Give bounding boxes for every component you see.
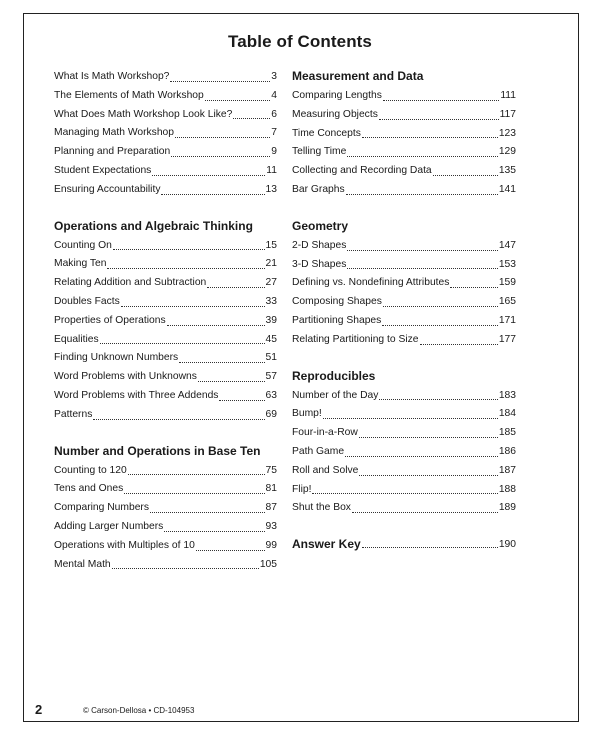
toc-entry-label: Equalities: [54, 333, 99, 345]
toc-entry-label: Relating Partitioning to Size: [292, 333, 419, 345]
leader-dots: [362, 547, 498, 548]
leader-dots: [219, 400, 264, 401]
leader-dots: [170, 81, 270, 82]
toc-entry-word-problems-with-unknowns[interactable]: [54, 368, 277, 387]
toc-entry-page: 159: [498, 277, 516, 289]
toc-entry-label: Time Concepts: [292, 127, 361, 139]
toc-entry-label: Number of the Day: [292, 389, 379, 401]
toc-entry-label: Flip!: [292, 483, 312, 495]
toc-entry-page: 153: [498, 258, 516, 270]
leader-dots: [345, 456, 498, 457]
toc-entry-page: 189: [498, 502, 516, 514]
toc-entry-page: 21: [265, 258, 277, 270]
toc-entry-page: 123: [498, 127, 516, 139]
toc-section: [54, 218, 277, 425]
toc-entry-what-does-math-workshop-look-like[interactable]: [54, 106, 277, 125]
leader-dots: [121, 306, 265, 307]
section-heading: Measurement and Data: [292, 69, 424, 83]
leader-dots: [124, 493, 264, 494]
toc-entry-word-problems-with-three-addends[interactable]: [54, 387, 277, 406]
toc-entry-telling-time[interactable]: [292, 143, 516, 162]
toc-entry-page: 11: [266, 164, 277, 176]
toc-entry-label: Operations with Multiples of 10: [54, 539, 195, 551]
toc-entry-measuring-objects[interactable]: [292, 106, 516, 125]
toc-entry-page: 147: [498, 239, 516, 251]
leader-dots: [164, 531, 264, 532]
toc-entry-relating-addition-and-subtraction[interactable]: [54, 274, 277, 293]
toc-entry-label: Finding Unknown Numbers: [54, 352, 179, 364]
leader-dots: [107, 268, 264, 269]
toc-entry-planning-and-preparation[interactable]: [54, 143, 277, 162]
toc-entry-counting-to-120[interactable]: [54, 462, 277, 481]
toc-entry-label: Partitioning Shapes: [292, 314, 382, 326]
leader-dots: [175, 137, 270, 138]
toc-entry-label: Collecting and Recording Data: [292, 165, 432, 177]
leader-dots: [347, 156, 497, 157]
toc-entry-label: Bump!: [292, 408, 322, 420]
toc-entry-defining-vs-nondefining-attributes[interactable]: [292, 274, 516, 293]
leader-dots: [347, 268, 497, 269]
toc-entry-page: 27: [265, 277, 277, 289]
leader-dots: [352, 512, 498, 513]
toc-entry-label: Roll and Solve: [292, 464, 359, 476]
left-column: [54, 68, 277, 592]
leader-dots: [150, 512, 265, 513]
leader-dots: [359, 475, 497, 476]
toc-entry-page: 184: [498, 408, 516, 420]
toc-entry-page: 185: [498, 427, 516, 439]
toc-section: [292, 218, 516, 350]
leader-dots: [152, 175, 265, 176]
toc-entry-composing-shapes[interactable]: [292, 293, 516, 312]
leader-dots: [433, 175, 498, 176]
toc-entry-page: 15: [265, 239, 277, 251]
toc-entry-label: Bar Graphs: [292, 183, 345, 195]
toc-entry-label: Doubles Facts: [54, 295, 120, 307]
leader-dots: [362, 137, 498, 138]
toc-entry-equalities[interactable]: [54, 331, 277, 350]
toc-entry-comparing-lengths[interactable]: [292, 87, 516, 106]
toc-entry-label: Mental Math: [54, 558, 111, 570]
toc-entry-page: 39: [265, 314, 277, 326]
answer-key-entry[interactable]: [292, 536, 516, 553]
right-column: [292, 68, 516, 555]
toc-entry-label: Planning and Preparation: [54, 146, 171, 158]
toc-entry-page: 9: [271, 146, 277, 158]
leader-dots: [207, 287, 264, 288]
toc-entry-page: 57: [265, 371, 277, 383]
toc-entry-label: Managing Math Workshop: [54, 127, 175, 139]
toc-entry-bar-graphs[interactable]: [292, 181, 516, 200]
toc-section: [54, 443, 277, 575]
leader-dots: [171, 156, 270, 157]
leader-dots: [113, 249, 265, 250]
toc-entry-page: 7: [271, 127, 277, 139]
toc-entry-page: 33: [265, 295, 277, 307]
toc-entry-relating-partitioning-to-size[interactable]: [292, 331, 516, 350]
footer-copyright: © Carson-Dellosa • CD-104953: [83, 706, 195, 715]
toc-entry-mental-math[interactable]: [54, 556, 277, 575]
toc-entry-what-is-math-workshop[interactable]: [54, 68, 277, 87]
toc-entry-page: 111: [500, 90, 516, 101]
toc-entry-comparing-numbers[interactable]: [54, 499, 277, 518]
toc-entry-doubles-facts[interactable]: [54, 293, 277, 312]
toc-entry-label: Defining vs. Nondefining Attributes: [292, 277, 450, 289]
toc-entry-page: 186: [498, 445, 516, 457]
leader-dots: [379, 119, 499, 120]
toc-entry-label: Comparing Numbers: [54, 502, 149, 514]
section-heading: Geometry: [292, 218, 349, 233]
toc-entry-page: 99: [265, 539, 277, 551]
toc-section: [292, 68, 516, 200]
toc-entry-label: Path Game: [292, 445, 345, 457]
toc-entry-label: Comparing Lengths: [292, 90, 382, 101]
toc-entry-page: 81: [265, 483, 277, 495]
toc-entry-shut-the-box[interactable]: [292, 499, 516, 518]
toc-entry-label: What Is Math Workshop?: [54, 71, 170, 82]
leader-dots: [167, 325, 265, 326]
toc-entry-page: 87: [265, 502, 277, 514]
leader-dots: [346, 194, 498, 195]
toc-entry-page: 69: [265, 408, 277, 420]
section-heading: Operations and Algebraic Thinking: [54, 218, 253, 233]
toc-entry-managing-math-workshop[interactable]: [54, 124, 277, 143]
leader-dots: [359, 437, 498, 438]
toc-entry-tens-and-ones[interactable]: [54, 480, 277, 499]
leader-dots: [93, 419, 264, 420]
toc-entry-label: Counting On: [54, 239, 112, 251]
toc-entry-operations-with-multiples-of-10[interactable]: [54, 537, 277, 556]
toc-entry-label: Relating Addition and Subtraction: [54, 277, 207, 289]
toc-entry-label: Adding Larger Numbers: [54, 520, 164, 532]
toc-entry-making-ten[interactable]: [54, 255, 277, 274]
leader-dots: [179, 362, 264, 363]
leader-dots: [128, 474, 265, 475]
toc-entry-page: 75: [265, 464, 277, 476]
toc-entry-label: 2-D Shapes: [292, 239, 347, 251]
section-heading: Reproducibles: [292, 368, 376, 383]
leader-dots: [379, 399, 497, 400]
answer-key-label: Answer Key: [292, 537, 361, 552]
toc-entry-label: Telling Time: [292, 146, 347, 158]
toc-entry-label: The Elements of Math Workshop: [54, 89, 204, 101]
toc-entry-page: 51: [265, 352, 277, 364]
toc-entry-four-in-a-row[interactable]: [292, 424, 516, 443]
toc-entry-page: 63: [265, 389, 277, 401]
leader-dots: [112, 568, 259, 569]
leader-dots: [161, 194, 264, 195]
toc-entry-page: 171: [498, 314, 516, 326]
toc-entry-label: Word Problems with Unknowns: [54, 371, 197, 383]
answer-key-page: 190: [498, 539, 516, 551]
toc-entry-label: Counting to 120: [54, 464, 127, 476]
toc-entry-label: Shut the Box: [292, 502, 351, 514]
toc-section: [292, 368, 516, 519]
toc-entry-page: 188: [498, 483, 516, 495]
toc-entry-page: 177: [498, 333, 516, 345]
toc-entry-label: Student Expectations: [54, 164, 152, 176]
toc-entry-page: 6: [271, 108, 277, 120]
toc-entry-page: 4: [271, 89, 277, 101]
toc-entry-page: 117: [499, 108, 516, 120]
toc-entry-label: Properties of Operations: [54, 314, 166, 326]
section-heading: Number and Operations in Base Ten: [54, 443, 261, 458]
leader-dots: [383, 306, 498, 307]
leader-dots: [196, 550, 265, 551]
page-title: Table of Contents: [228, 32, 372, 51]
leader-dots: [233, 118, 270, 119]
toc-entry-the-elements-of-math-workshop[interactable]: [54, 87, 277, 106]
toc-entry-patterns[interactable]: [54, 406, 277, 425]
leader-dots: [420, 344, 498, 345]
toc-entry-page: 183: [498, 389, 516, 401]
toc-section: [54, 68, 277, 200]
toc-entry-page: 187: [498, 464, 516, 476]
toc-entry-collecting-and-recording-data[interactable]: [292, 162, 516, 181]
footer-page-number: 2: [35, 702, 43, 717]
leader-dots: [205, 100, 271, 101]
leader-dots: [198, 381, 265, 382]
toc-entry-label: Composing Shapes: [292, 296, 382, 308]
toc-entry-label: Patterns: [54, 408, 93, 420]
toc-entry-bump[interactable]: [292, 405, 516, 424]
toc-entry-label: 3-D Shapes: [292, 258, 347, 270]
toc-entry-page: 13: [265, 183, 277, 195]
toc-entry-roll-and-solve[interactable]: [292, 462, 516, 481]
leader-dots: [100, 343, 265, 344]
toc-entry-label: Four-in-a-Row: [292, 427, 358, 439]
toc-entry-number-of-the-day[interactable]: [292, 387, 516, 406]
toc-entry-label: Ensuring Accountability: [54, 183, 161, 195]
leader-dots: [382, 325, 498, 326]
toc-entry-label: What Does Math Workshop Look Like?: [54, 108, 233, 120]
toc-entry-page: 93: [265, 520, 277, 532]
toc-entry-label: Word Problems with Three Addends: [54, 389, 219, 401]
leader-dots: [347, 250, 497, 251]
leader-dots: [323, 418, 498, 419]
toc-entry-page: 129: [498, 146, 516, 158]
toc-entry-properties-of-operations[interactable]: [54, 312, 277, 331]
toc-entry-finding-unknown-numbers[interactable]: [54, 349, 277, 368]
toc-entry-page: 45: [265, 333, 277, 345]
toc-entry-page: 165: [498, 296, 516, 308]
leader-dots: [312, 493, 497, 494]
toc-entry-label: Tens and Ones: [54, 483, 124, 495]
toc-entry-2-d-shapes[interactable]: [292, 237, 516, 256]
toc-entry-ensuring-accountability[interactable]: [54, 181, 277, 200]
toc-entry-counting-on[interactable]: [54, 237, 277, 256]
toc-entry-page: 135: [498, 165, 516, 177]
leader-dots: [383, 100, 499, 101]
toc-entry-page: 105: [259, 558, 277, 570]
toc-entry-label: Making Ten: [54, 258, 107, 270]
toc-entry-3-d-shapes[interactable]: [292, 256, 516, 275]
toc-entry-flip[interactable]: [292, 481, 516, 500]
toc-entry-partitioning-shapes[interactable]: [292, 312, 516, 331]
toc-entry-page: 141: [498, 183, 516, 195]
toc-entry-path-game[interactable]: [292, 443, 516, 462]
toc-entry-adding-larger-numbers[interactable]: [54, 518, 277, 537]
toc-entry-student-expectations[interactable]: [54, 162, 277, 181]
toc-entry-label: Measuring Objects: [292, 108, 378, 120]
leader-dots: [450, 287, 497, 288]
toc-entry-page: 3: [271, 71, 277, 82]
toc-entry-time-concepts[interactable]: [292, 125, 516, 144]
